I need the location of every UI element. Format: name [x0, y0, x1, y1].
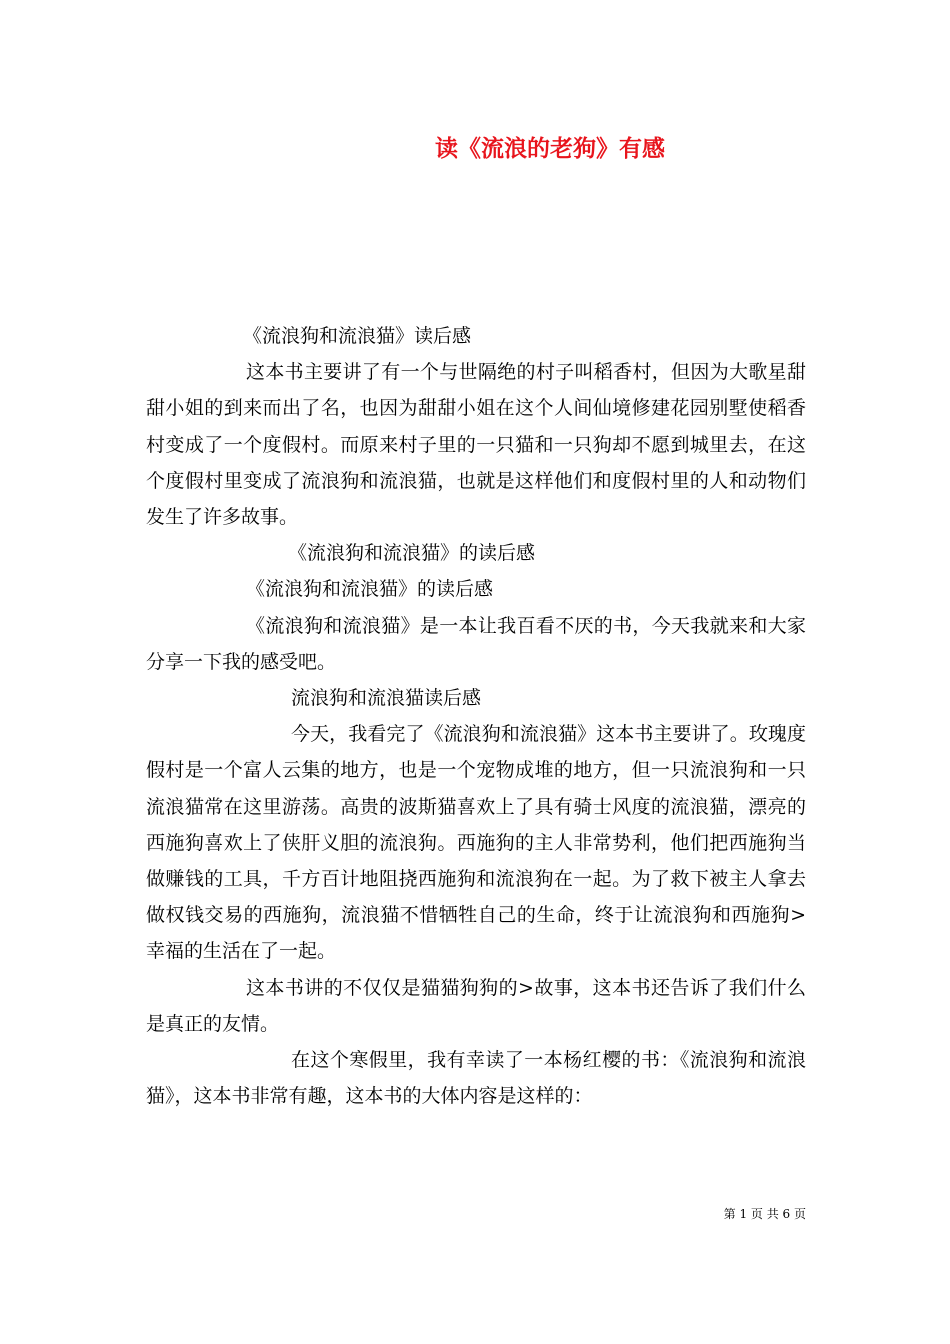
paragraph: 这本书讲的不仅仅是猫猫狗狗的>故事，这本书还告诉了我们什么是真正的友情。 [146, 976, 806, 1035]
paragraph: 流浪狗和流浪猫读后感 [291, 687, 482, 710]
paragraph: 《流浪狗和流浪猫》的读后感 [246, 578, 494, 601]
paragraph: 在这个寒假里，我有幸读了一本杨红樱的书：《流浪狗和流浪猫》，这本书非常有趣，这本书的大体内容是这样的： [146, 1049, 806, 1108]
paragraph: 《流浪狗和流浪猫》的读后感 [288, 542, 536, 565]
paragraph: 《流浪狗和流浪猫》读后感 [243, 325, 472, 347]
document-title: 读《流浪的老狗》有感 [435, 135, 665, 162]
page-number-footer: 第 1 页 共 6 页 [723, 1207, 806, 1221]
paragraph: 这本书主要讲了有一个与世隔绝的村子叫稻香村，但因为大歌星甜甜小姐的到来而出了名，也因为甜甜小姐在这个人间仙境修建花园别墅使稻香村变成了一个度假村。而原来村子里的一只猫和一只狗却不愿到城里去，在这个度假村里变成了流浪狗和流浪猫，也就是这样他们和度假村里的人和动物们发生了许多故事。 [146, 361, 806, 529]
paragraph: 今天，我看完了《流浪狗和流浪猫》这本书主要讲了。玫瑰度假村是一个富人云集的地方，也是一个宠物成堆的地方，但一只流浪狗和一只流浪猫常在这里游荡。高贵的波斯猫喜欢上了具有骑士风度的流浪猫，漂亮的西施狗喜欢上了侠肝义胆的流浪狗。西施狗的主人非常势利，他们把西施狗当做赚钱的工具，千方百计地阻挠西施狗和流浪狗在一起。为了救下被主人拿去做权钱交易的西施狗，流浪猫不惜牺牲自己的生命，终于让流浪狗和西施狗>幸福的生活在了一起。 [146, 723, 806, 963]
paragraph: 《流浪狗和流浪猫》是一本让我百看不厌的书，今天我就来和大家分享一下我的感受吧。 [146, 614, 806, 673]
document-body [146, 318, 806, 1114]
